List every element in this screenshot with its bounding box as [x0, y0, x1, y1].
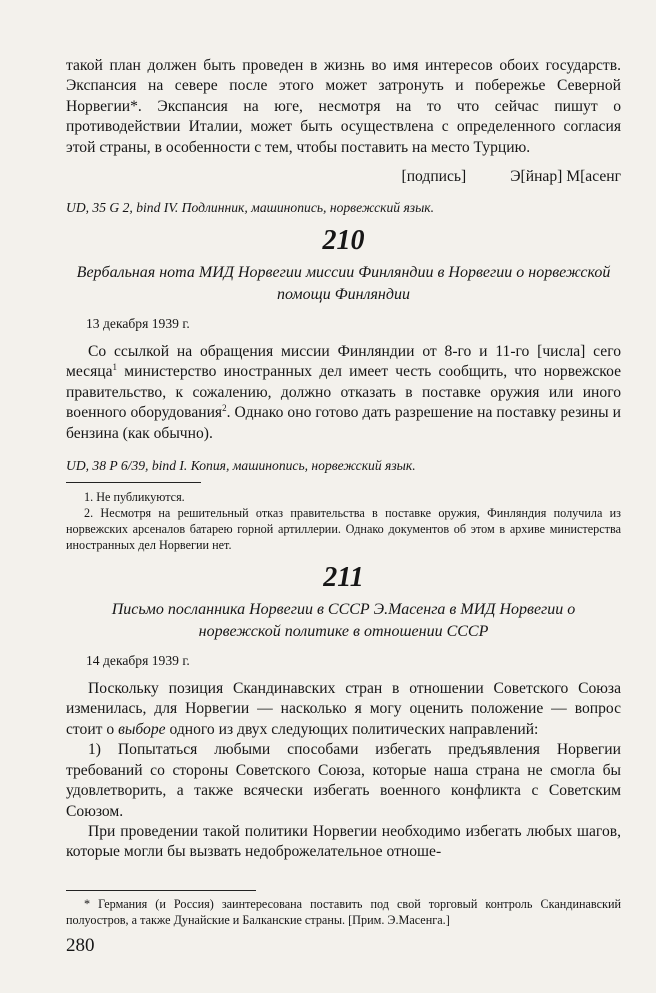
footnote-2: 2. Несмотря на решительный отказ правительства в поставке оружия, Финляндия получила из норвежских арсеналов батарею горной артиллерии. Однако документов об этом в архиве министерства иностранных дел Норвегии нет.: [66, 506, 621, 553]
prev-doc-paragraph: такой план должен быть проведен в жизнь во имя интересов обоих государств. Экспансия на севере после этого может затронуть и побережье Северной Норвегии*. Экспансия на юге, несмотря на то что сейчас пишут о противодействии Италии, может быть осуществлена с определенного согласия этой страны, в особенности с тем, чтобы поставить на место Турцию.: [66, 57, 621, 156]
page-number: 280: [66, 935, 95, 956]
signature-name: Э[йнар] М[асенг: [510, 168, 621, 186]
doc-210-para-b: министерство иностранных дел имеет честь сообщить, что норвежское правительство, к сожалению, должно отказать в поставке оружия или иного военного оборудования: [66, 363, 621, 422]
doc-211-para1-emphasis: выборе: [118, 720, 166, 738]
footnote-divider: [66, 482, 201, 483]
doc-211-number: 211: [323, 562, 364, 594]
doc-210-date: 13 декабря 1939 г.: [86, 316, 190, 332]
doc-211-para1-a: Поскольку позиция Скандинавских стран в отношении Советского Союза изменилась, для Норвегии — насколько я могу оценить положение — вопрос стоит о: [66, 680, 621, 738]
doc-210-number: 210: [322, 225, 365, 257]
doc-210-footnotes: [66, 489, 621, 553]
doc-211-para1-b: одного из двух следующих политических направлений:: [165, 720, 539, 738]
doc-210-para-a: Со ссылкой на обращения миссии Финляндии от 8-го и 11-го [числа] сего месяца: [66, 343, 621, 381]
signature-line: [66, 168, 621, 186]
footnote-1: 1. Не публикуются.: [84, 490, 185, 505]
bottom-footnote-divider: [66, 890, 256, 891]
page-content: [66, 56, 621, 863]
footnote-mark-1: 1: [112, 362, 118, 373]
doc-211-paragraph-3: При проведении такой политики Норвегии необходимо избегать любых шагов, которые могли бы вызвать недоброжелательное отноше-: [66, 822, 621, 861]
footnote-mark-2: 2: [222, 403, 227, 414]
doc-210-paragraph: [66, 342, 621, 444]
prev-doc-source: UD, 35 G 2, bind IV. Подлинник, машинопись, норвежский язык.: [66, 200, 435, 216]
doc-211-paragraph-1: [66, 679, 621, 740]
doc-211-paragraph-2: 1) Попытаться любыми способами избегать предъявления Норвегии требований со стороны Советского Союза, которые наша страна не смогла бы удовлетворить, а также всячески избегать военного конфликта с Советским Союзом.: [66, 741, 621, 820]
doc-210-title: Вербальная нота МИД Норвегии миссии Финляндии в Норвегии о норвежской помощи Финляндии: [76, 264, 611, 304]
doc-211-date: 14 декабря 1939 г.: [86, 653, 190, 669]
doc-210-para-c: . Однако оно готово дать разрешение на поставку резины и бензина (как обычно).: [66, 404, 621, 442]
doc-211-title: Письмо посланника Норвегии в СССР Э.Масенга в МИД Норвегии о норвежской политике в отношении СССР: [111, 601, 576, 641]
doc-210-source: UD, 38 P 6/39, bind I. Копия, машинопись, норвежский язык.: [66, 458, 416, 474]
bottom-footnote: * Германия (и Россия) заинтересована поставить под свой торговый контроль Скандинавский полуостров, а также Дунайские и Балканские страны. [Прим. Э.Масенга.]: [66, 897, 621, 927]
signature-label: [подпись]: [401, 168, 467, 186]
